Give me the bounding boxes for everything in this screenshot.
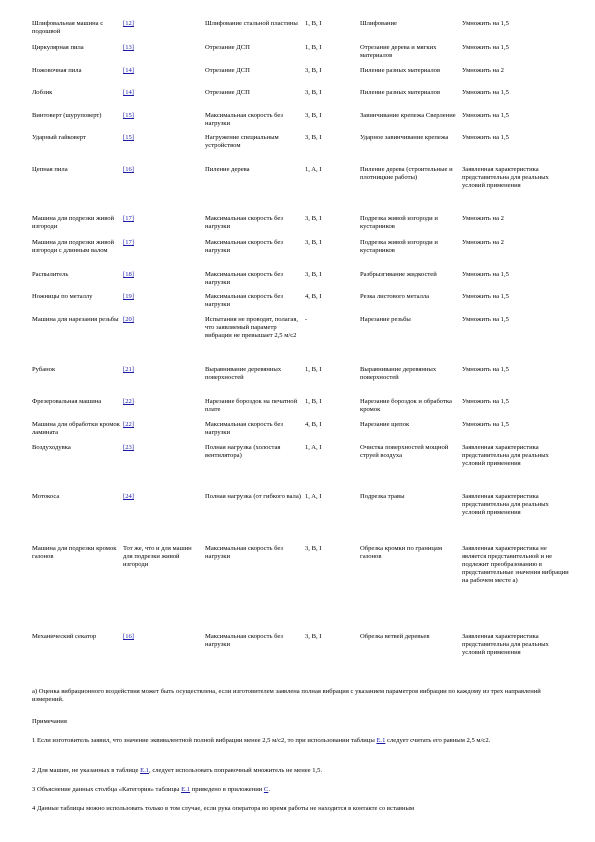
correction-factor-cell: Умножить на 1,5	[462, 271, 509, 278]
correction-factor-cell: Умножить на 1,5	[462, 293, 509, 300]
operation-cell: Пиление разных материалов	[360, 89, 441, 96]
standard-ref-cell	[123, 316, 203, 324]
tool-name-cell: Циркулярная пила	[32, 44, 84, 51]
bibliography-link[interactable]: [22]	[123, 398, 134, 405]
tool-name-cell: Рубанок	[32, 366, 56, 373]
standard-ref-cell	[123, 134, 203, 142]
standard-ref-cell	[123, 293, 203, 301]
bibliography-link[interactable]: [14]	[123, 67, 134, 74]
standard-ref-cell: Тот же, что и для машин для подрезки живой изгороди	[123, 545, 192, 568]
standard-ref-cell	[123, 215, 203, 223]
category-cell: 1, A, I	[305, 493, 322, 500]
standard-ref-cell	[123, 44, 203, 52]
category-cell: 1, B, I	[305, 366, 322, 373]
note-3: 3 Объяснение данных столбца «Категория» таблицы E.1 приведено в приложении C.	[32, 786, 270, 793]
operation-cell: Подрезка живой изгороди и кустарников	[360, 239, 438, 254]
correction-factor-cell: Умножить на 2	[462, 67, 504, 74]
tool-name-cell: Шлифовальная машина с подошвой	[32, 20, 104, 35]
bibliography-link[interactable]: [21]	[123, 366, 134, 373]
bibliography-link[interactable]: [17]	[123, 239, 134, 246]
operation-cell: Разбрызгивание жидкостей	[360, 271, 437, 278]
category-cell: 3, B, I	[305, 134, 322, 141]
test-condition-cell: Максимальная скорость без нагрузки	[205, 633, 284, 648]
category-cell: 1, A, I	[305, 444, 322, 451]
bibliography-link[interactable]: [13]	[123, 44, 134, 51]
tool-name-cell: Машина для подрезки кромок газонов	[32, 545, 117, 560]
test-condition-cell: Максимальная скорость без нагрузки	[205, 421, 284, 436]
test-condition-cell: Максимальная скорость без нагрузки	[205, 215, 284, 230]
test-condition-cell: Испытания не проводят, полагая, что заявляемый параметр вибрации не превышает 2,5 м/с2	[205, 316, 299, 339]
operation-cell: Нарезание резьбы	[360, 316, 411, 323]
table-link[interactable]: E.1	[140, 767, 150, 774]
bibliography-link[interactable]: [17]	[123, 215, 134, 222]
test-condition-cell: Шлифование стальной пластины	[205, 20, 298, 27]
bibliography-link[interactable]: [24]	[123, 493, 134, 500]
tool-name-cell: Мотокоса	[32, 493, 60, 500]
bibliography-link[interactable]: [19]	[123, 293, 134, 300]
test-condition-cell: Максимальная скорость без нагрузки	[205, 112, 284, 127]
operation-cell: Нарезание щепок	[360, 421, 410, 428]
operation-cell: Пиление дерева (строительные и плотницкие работы)	[360, 166, 453, 181]
category-cell: 1, B, I	[305, 20, 322, 27]
standard-ref-cell	[123, 493, 203, 501]
table-link[interactable]: E.1	[376, 737, 386, 744]
correction-factor-cell: Умножить на 1,5	[462, 421, 509, 428]
test-condition-cell: Максимальная скорость без нагрузки	[205, 293, 284, 308]
tool-name-cell: Цепная пила	[32, 166, 68, 173]
tool-name-cell: Фрезеровальная машина	[32, 398, 102, 405]
tool-name-cell: Винтоверт (шуруповерт)	[32, 112, 102, 119]
notes-title: Примечания	[32, 718, 67, 725]
category-cell: 4, B, I	[305, 421, 322, 428]
test-condition-cell: Нарезание бороздок на печатной плате	[205, 398, 298, 413]
operation-cell: Завинчивание крепежа Сверление	[360, 112, 456, 119]
bibliography-link[interactable]: [23]	[123, 444, 134, 451]
operation-cell: Резка листового металла	[360, 293, 430, 300]
category-cell: 3, B, I	[305, 239, 322, 246]
operation-cell: Подрезка травы	[360, 493, 405, 500]
operation-cell: Обрезка кромки по границам газонов	[360, 545, 443, 560]
category-cell: 4, B, I	[305, 293, 322, 300]
tool-name-cell: Машина для обработки кромок ламината	[32, 421, 120, 436]
correction-factor-cell: Заявленная характеристика представительна для реальных условий применения	[462, 493, 549, 516]
correction-factor-cell: Заявленная характеристика представительна для реальных условий применения	[462, 166, 549, 189]
correction-factor-cell: Умножить на 2	[462, 239, 504, 246]
tool-name-cell: Машина для нарезания резьбы	[32, 316, 119, 323]
test-condition-cell: Полная нагрузка (от гибкого вала)	[205, 493, 301, 500]
category-cell: 3, B, I	[305, 633, 322, 640]
table-footnote: а) Оценка вибрационного воздействия может быть осуществлена, если изготовителем заявлена полная вибрация с указанием параметров вибрации по каждому из трех направлений измерений.	[32, 688, 541, 703]
standard-ref-cell	[123, 271, 203, 279]
note-4: 4 Данные таблицы можно использовать только в том случае, если рука оператора во время работы не находится в контакте со вставным	[32, 805, 415, 812]
operation-cell: Шлифование	[360, 20, 397, 27]
correction-factor-cell: Умножить на 1,5	[462, 366, 509, 373]
standard-ref-cell	[123, 166, 203, 174]
category-cell: 3, B, I	[305, 545, 322, 552]
tool-name-cell: Механический секатор	[32, 633, 97, 640]
test-condition-cell: Отрезание ДСП	[205, 44, 250, 51]
annex-link[interactable]: C	[263, 786, 269, 793]
test-condition-cell: Отрезание ДСП	[205, 67, 250, 74]
bibliography-link[interactable]: [15]	[123, 112, 134, 119]
standard-ref-cell	[123, 444, 203, 452]
standard-ref-cell	[123, 398, 203, 406]
operation-cell: Обрезка ветвей деревьев	[360, 633, 430, 640]
operation-cell: Очистка поверхностей мощной струей воздуха	[360, 444, 449, 459]
category-cell: 3, B, I	[305, 67, 322, 74]
correction-factor-cell: Умножить на 1,5	[462, 44, 509, 51]
bibliography-link[interactable]: [18]	[123, 271, 134, 278]
category-cell: -	[305, 316, 308, 323]
tool-name-cell: Ударный гайковерт	[32, 134, 86, 141]
category-cell: 1, B, I	[305, 398, 322, 405]
test-condition-cell: Отрезание ДСП	[205, 89, 250, 96]
bibliography-link[interactable]: [15]	[123, 134, 134, 141]
operation-cell: Выравнивание деревянных поверхностей	[360, 366, 437, 381]
standard-ref-cell	[123, 421, 203, 429]
tool-name-cell: Распылитель	[32, 271, 69, 278]
test-condition-cell: Полная нагрузка (холостая вентилятора)	[205, 444, 281, 459]
correction-factor-cell: Умножить на 1,5	[462, 89, 509, 96]
category-cell: 1, B, I	[305, 44, 322, 51]
correction-factor-cell: Умножить на 1,5	[462, 20, 509, 27]
operation-cell: Отрезание дерева и мягких материалов	[360, 44, 437, 59]
standard-ref-cell	[123, 20, 203, 28]
correction-factor-cell: Умножить на 1,5	[462, 112, 509, 119]
operation-cell: Подрезка живой изгороди и кустарников	[360, 215, 438, 230]
note-2: 2 Для машин, не указанных в таблице E.1, следует использовать поправочный множитель не менее 1,5.	[32, 767, 323, 774]
standard-ref-cell	[123, 239, 203, 247]
correction-factor-cell: Умножить на 1,5	[462, 398, 509, 405]
tool-name-cell: Машина для подрезки живой изгороди с длинным валом	[32, 239, 115, 254]
category-cell: 3, B, I	[305, 215, 322, 222]
standard-ref-cell	[123, 366, 203, 374]
category-cell: 3, B, I	[305, 112, 322, 119]
correction-factor-cell: Заявленная характеристика представительна для реальных условий применения	[462, 633, 549, 656]
standard-ref-cell	[123, 89, 203, 97]
operation-cell: Нарезание бороздок и обработка кромок	[360, 398, 452, 413]
category-cell: 1, A, I	[305, 166, 322, 173]
bibliography-link[interactable]: [14]	[123, 89, 134, 96]
tool-name-cell: Машина для подрезки живой изгороди	[32, 215, 115, 230]
test-condition-cell: Нагружение специальным устройством	[205, 134, 279, 149]
operation-cell: Пиление разных материалов	[360, 67, 441, 74]
bibliography-link[interactable]: [22]	[123, 421, 134, 428]
test-condition-cell: Пиление дерева	[205, 166, 250, 173]
tool-name-cell: Лобзик	[32, 89, 53, 96]
operation-cell: Ударное завинчивание крепежа	[360, 134, 449, 141]
test-condition-cell: Выравнивание деревянных поверхностей	[205, 366, 282, 381]
tool-name-cell: Ножницы по металлу	[32, 293, 93, 300]
correction-factor-cell: Заявленная характеристика представительна для реальных условий применения	[462, 444, 549, 467]
table-link[interactable]: E.1	[181, 786, 191, 793]
test-condition-cell: Максимальная скорость без нагрузки	[205, 545, 284, 560]
bibliography-link[interactable]: [16]	[123, 633, 134, 640]
test-condition-cell: Максимальная скорость без нагрузки	[205, 271, 284, 286]
category-cell: 3, B, I	[305, 271, 322, 278]
note-1: 1 Если изготовитель заявил, что значение эквивалентной полной вибрации менее 2,5 м/с2, то при использовании таблицы E.1 следует считать его равным 2,5 м/с2.	[32, 737, 491, 744]
correction-factor-cell: Заявленная характеристика не является представительной и не подлежит преобразованию в представительные значения вибрации на рабочем месте а)	[462, 545, 569, 584]
category-cell: 3, B, I	[305, 89, 322, 96]
standard-ref-cell	[123, 633, 203, 641]
standard-ref-cell	[123, 112, 203, 120]
correction-factor-cell: Умножить на 1,5	[462, 134, 509, 141]
correction-factor-cell: Умножить на 2	[462, 215, 504, 222]
bibliography-link[interactable]: [16]	[123, 166, 134, 173]
test-condition-cell: Максимальная скорость без нагрузки	[205, 239, 284, 254]
bibliography-link[interactable]: [12]	[123, 20, 134, 27]
tool-name-cell: Воздуходувка	[32, 444, 71, 451]
bibliography-link[interactable]: [20]	[123, 316, 134, 323]
correction-factor-cell: Умножить на 1,5	[462, 316, 509, 323]
tool-name-cell: Ножовочная пила	[32, 67, 82, 74]
standard-ref-cell	[123, 67, 203, 75]
